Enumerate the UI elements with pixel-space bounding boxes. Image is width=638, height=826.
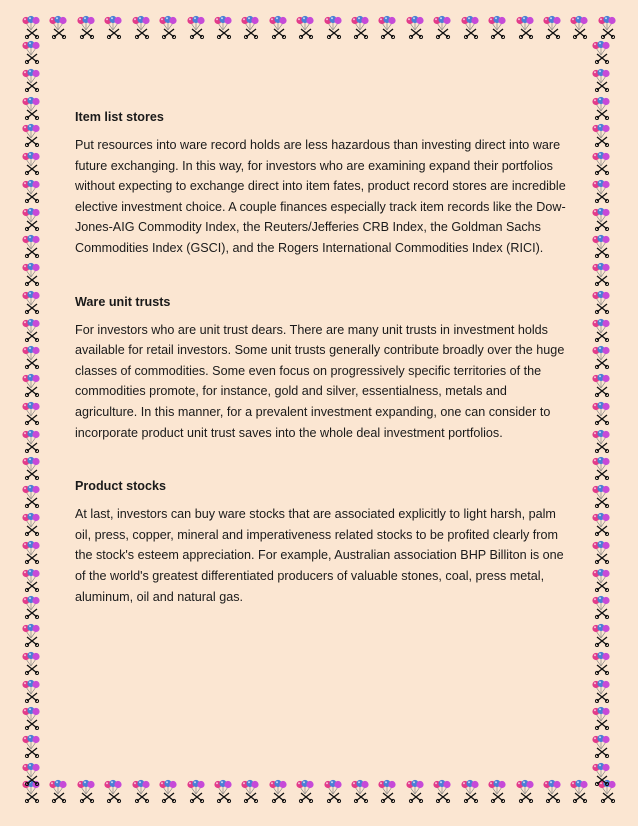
balloons-scissors-icon xyxy=(349,779,371,803)
balloons-scissors-icon xyxy=(590,568,612,592)
balloons-scissors-icon xyxy=(75,15,97,39)
balloons-scissors-icon xyxy=(459,15,481,39)
balloons-scissors-icon xyxy=(431,779,453,803)
balloons-scissors-icon xyxy=(20,345,42,369)
balloons-scissors-icon xyxy=(590,484,612,508)
balloons-scissors-icon xyxy=(590,151,612,175)
balloons-scissors-icon xyxy=(20,40,42,64)
balloons-scissors-icon xyxy=(404,15,426,39)
balloons-scissors-icon xyxy=(20,484,42,508)
balloons-scissors-icon xyxy=(590,706,612,730)
section-heading: Item list stores xyxy=(75,110,164,124)
balloons-scissors-icon xyxy=(590,234,612,258)
section-paragraph: For investors who are unit trust dears. There are many unit trusts in investment holds available for retail investors. Some unit trusts generally contribute broadly over the huge classes of commodities. Some even focus on progressively specific territories of the commodities promote, for instance, gold and silver, essentialness, metals and agriculture. In this manner, for a prevalent investment expanding, one can consider to incorporate product unit trust saves into the whole deal investment portfolios. xyxy=(75,322,565,440)
balloons-scissors-icon xyxy=(20,762,42,786)
balloons-scissors-icon xyxy=(514,15,536,39)
decorative-border-left xyxy=(20,40,50,786)
balloons-scissors-icon xyxy=(47,779,69,803)
balloons-scissors-icon xyxy=(20,734,42,758)
balloons-scissors-icon xyxy=(75,779,97,803)
balloons-scissors-icon xyxy=(486,15,508,39)
balloons-scissors-icon xyxy=(590,679,612,703)
balloons-scissors-icon xyxy=(267,779,289,803)
balloons-scissors-icon xyxy=(239,15,261,39)
balloons-scissors-icon xyxy=(590,623,612,647)
balloons-scissors-icon xyxy=(541,15,563,39)
balloons-scissors-icon xyxy=(590,540,612,564)
balloons-scissors-icon xyxy=(20,262,42,286)
balloons-scissors-icon xyxy=(590,68,612,92)
balloons-scissors-icon xyxy=(185,15,207,39)
balloons-scissors-icon xyxy=(590,345,612,369)
balloons-scissors-icon xyxy=(322,779,344,803)
balloons-scissors-icon xyxy=(590,651,612,675)
section-paragraph: At last, investors can buy ware stocks that are associated explicitly to light harsh, palm oil, press, copper, mineral and imperativeness related stocks to be profited clearly from the stock's esteem appreciation. For example, Australian association BHP Billiton is one of the world's greatest differentiated producers of valuable stones, coal, press metal, aluminum, oil and natural gas. xyxy=(75,507,564,604)
balloons-scissors-icon xyxy=(322,15,344,39)
balloons-scissors-icon xyxy=(20,540,42,564)
decorative-border-top xyxy=(20,12,618,42)
balloons-scissors-icon xyxy=(20,290,42,314)
balloons-scissors-icon xyxy=(20,151,42,175)
section-heading: Ware unit trusts xyxy=(75,294,171,309)
balloons-scissors-icon xyxy=(294,15,316,39)
balloons-scissors-icon xyxy=(20,568,42,592)
balloons-scissors-icon xyxy=(590,40,612,64)
section-ware-unit-trusts xyxy=(75,292,570,444)
balloons-scissors-icon xyxy=(590,207,612,231)
balloons-scissors-icon xyxy=(20,679,42,703)
balloons-scissors-icon xyxy=(20,429,42,453)
balloons-scissors-icon xyxy=(20,234,42,258)
balloons-scissors-icon xyxy=(514,779,536,803)
balloons-scissors-icon xyxy=(590,595,612,619)
balloons-scissors-icon xyxy=(349,15,371,39)
balloons-scissors-icon xyxy=(294,779,316,803)
balloons-scissors-icon xyxy=(541,779,563,803)
balloons-scissors-icon xyxy=(130,15,152,39)
balloons-scissors-icon xyxy=(212,779,234,803)
balloons-scissors-icon xyxy=(590,262,612,286)
balloons-scissors-icon xyxy=(590,373,612,397)
balloons-scissors-icon xyxy=(20,595,42,619)
balloons-scissors-icon xyxy=(590,429,612,453)
balloons-scissors-icon xyxy=(590,512,612,536)
balloons-scissors-icon xyxy=(486,779,508,803)
balloons-scissors-icon xyxy=(267,15,289,39)
decorative-border-right xyxy=(590,40,620,786)
balloons-scissors-icon xyxy=(157,15,179,39)
balloons-scissors-icon xyxy=(239,779,261,803)
balloons-scissors-icon xyxy=(568,779,590,803)
balloons-scissors-icon xyxy=(568,15,590,39)
balloons-scissors-icon xyxy=(459,779,481,803)
section-paragraph: Put resources into ware record holds are less hazardous than investing direct into ware future exchanging. In this way, for investors who are examining expand their portfolios without expecting to exchange direct into item fates, product record stores are incredible elective investment choice. A couple finances especially track item records like the Dow-Jones-AIG Commodity Index, the Reuters/Jefferies CRB Index, the Goldman Sachs Commodities Index (GSCI), and the Rogers International Commodities Index (RICI). xyxy=(75,138,566,255)
balloons-scissors-icon xyxy=(590,456,612,480)
balloons-scissors-icon xyxy=(102,15,124,39)
balloons-scissors-icon xyxy=(590,179,612,203)
balloons-scissors-icon xyxy=(20,68,42,92)
balloons-scissors-icon xyxy=(20,207,42,231)
balloons-scissors-icon xyxy=(590,290,612,314)
balloons-scissors-icon xyxy=(20,373,42,397)
balloons-scissors-icon xyxy=(376,779,398,803)
balloons-scissors-icon xyxy=(376,15,398,39)
balloons-scissors-icon xyxy=(20,623,42,647)
balloons-scissors-icon xyxy=(20,15,42,39)
balloons-scissors-icon xyxy=(212,15,234,39)
balloons-scissors-icon xyxy=(47,15,69,39)
balloons-scissors-icon xyxy=(20,318,42,342)
balloons-scissors-icon xyxy=(404,779,426,803)
section-item-list-stores xyxy=(75,107,570,259)
balloons-scissors-icon xyxy=(431,15,453,39)
balloons-scissors-icon xyxy=(157,779,179,803)
balloons-scissors-icon xyxy=(590,762,612,786)
balloons-scissors-icon xyxy=(102,779,124,803)
balloons-scissors-icon xyxy=(590,123,612,147)
section-product-stocks xyxy=(75,476,570,607)
balloons-scissors-icon xyxy=(20,456,42,480)
balloons-scissors-icon xyxy=(185,779,207,803)
balloons-scissors-icon xyxy=(590,318,612,342)
decorative-border-bottom xyxy=(20,776,618,806)
balloons-scissors-icon xyxy=(20,651,42,675)
balloons-scissors-icon xyxy=(130,779,152,803)
balloons-scissors-icon xyxy=(590,401,612,425)
balloons-scissors-icon xyxy=(20,706,42,730)
balloons-scissors-icon xyxy=(20,512,42,536)
section-heading: Product stocks xyxy=(75,479,166,494)
balloons-scissors-icon xyxy=(20,401,42,425)
balloons-scissors-icon xyxy=(590,96,612,120)
balloons-scissors-icon xyxy=(20,179,42,203)
balloons-scissors-icon xyxy=(596,15,618,39)
balloons-scissors-icon xyxy=(20,123,42,147)
balloons-scissors-icon xyxy=(590,734,612,758)
document-content xyxy=(75,107,570,640)
balloons-scissors-icon xyxy=(20,96,42,120)
